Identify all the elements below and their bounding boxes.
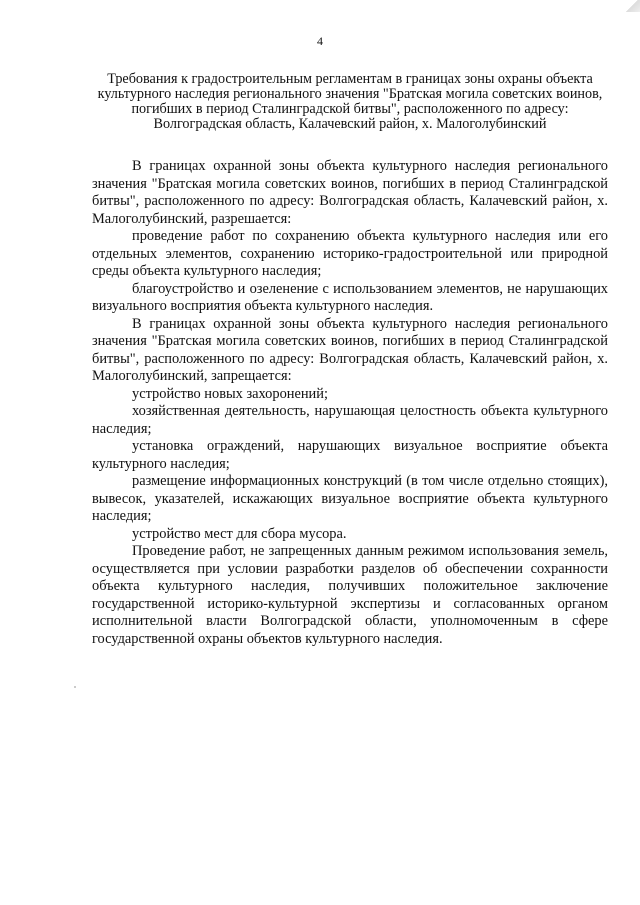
scan-corner-artifact	[616, 0, 640, 12]
paragraph-prohibited-item-burials: устройство новых захоронений;	[132, 385, 328, 402]
paragraph-prohibited-item-signage: размещение информационных конструкций (в том числе отдельно стоящих), вывесок, указателей, искажающих визуальное восприятие объекта культурного наследия;	[92, 473, 608, 524]
paragraph-conditions: Проведение работ, не запрещенных данным режимом использования земель, осуществляется при условии разработки разделов об обеспечении сохранности объекта культурного наследия, получивших положительное заключение государственной историко-культурной экспертизы и согласованных органом исполнительной власти Волгоградской области, уполномоченным в сфере государственной охраны объектов культурного наследия.	[92, 543, 608, 647]
document-body	[92, 158, 608, 648]
paragraph-prohibited-item-fences: установка ограждений, нарушающих визуальное восприятие объекта культурного наследия;	[92, 438, 608, 472]
paragraph-prohibited-item-economic-activity: хозяйственная деятельность, нарушающая целостность объекта культурного наследия;	[92, 403, 608, 437]
paragraph-permitted-intro: В границах охранной зоны объекта культурного наследия регионального значения "Братская могила советских воинов, погибших в период Сталинградской битвы", расположенного по адресу: Волгоградская область, Калачевский район, х. Малоголубинский, разрешается:	[92, 158, 608, 227]
paragraph-permitted-item-landscaping: благоустройство и озеленение с использованием элементов, не нарушающих визуального восприятия объекта культурного наследия.	[92, 280, 608, 314]
paragraph-prohibited-intro: В границах охранной зоны объекта культурного наследия регионального значения "Братская могила советских воинов, погибших в период Сталинградской битвы", расположенного по адресу: Волгоградская область, Калачевский район, х. Малоголубинский, запрещается:	[92, 315, 608, 384]
page-number: 4	[317, 34, 323, 48]
paragraph-permitted-item-preservation: проведение работ по сохранению объекта культурного наследия или его отдельных элементов, сохранению историко-градостроительной или природной среды объекта культурного наследия;	[92, 228, 608, 279]
paragraph-prohibited-item-garbage: устройство мест для сбора мусора.	[132, 525, 347, 542]
document-title: Требования к градостроительным регламентам в границах зоны охраны объекта культурного наследия регионального значения "Братская могила советских воинов, погибших в период Сталинградской битвы", расположенного по адресу: Волгоградская область, Калачевский район, х. Малоголубинский	[97, 71, 603, 132]
scan-dust-artifact	[74, 686, 76, 688]
